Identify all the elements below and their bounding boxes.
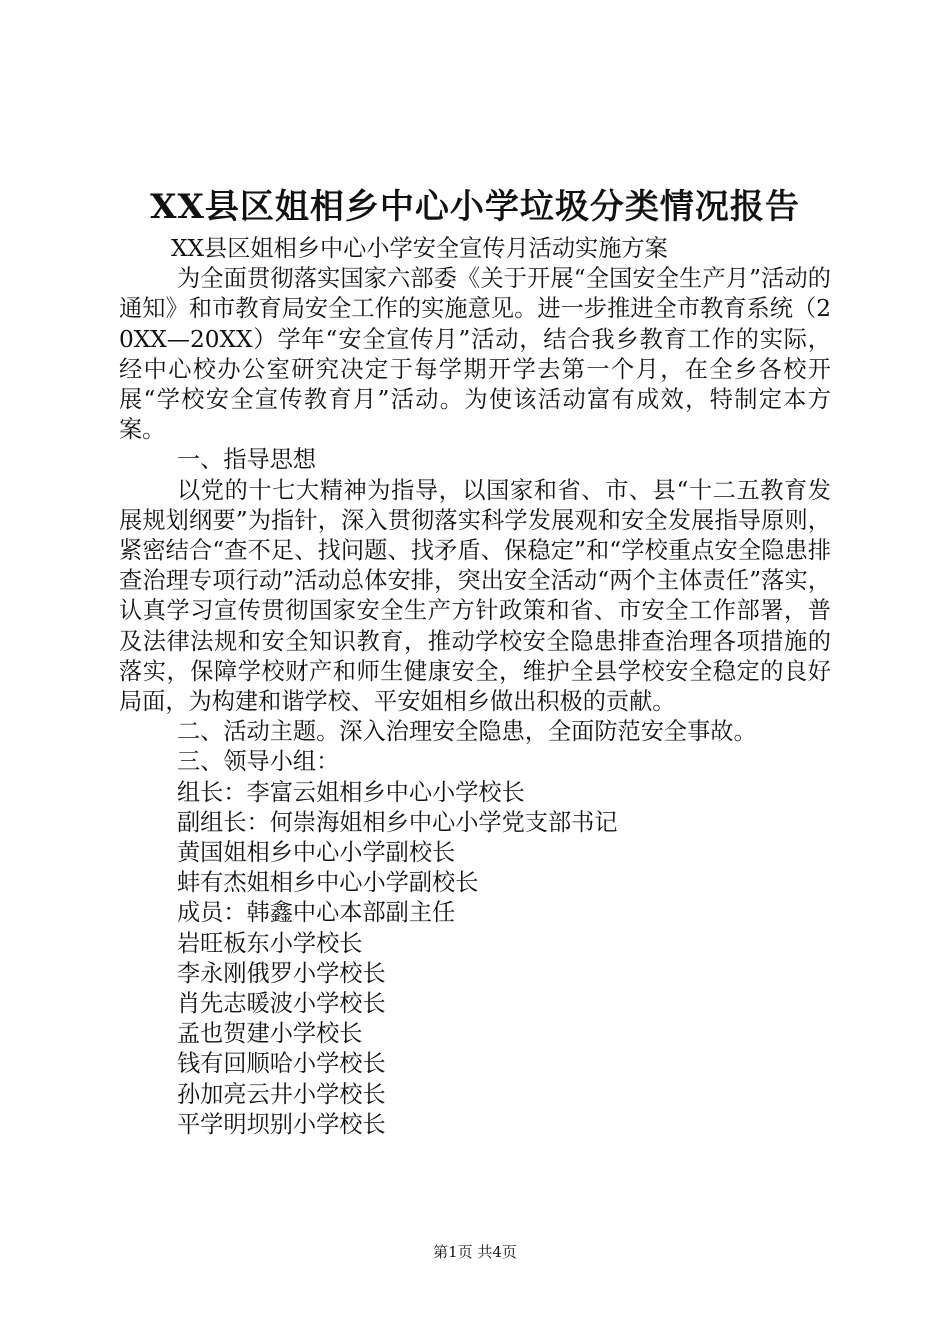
section-heading-leadership-group: 三、领导小组： [177,748,340,776]
page-number-footer: 第1页 共4页 [433,1243,517,1261]
guiding-ideology-paragraph: 以党的十七大精神为指导，以国家和省、市、县“十二五教育发展规划纲要”为指针，深入贯彻落实科学发展观和安全发展指导原则，紧密结合“查不足、找问题、找矛盾、保稳定”和“学校重点安全隐患排查治理专项行动”活动总体安排，突出安全活动“两个主体责任”落实，认真学习宣传贯彻国家安全生产方针政策和省、市安全工作部署，普及法律法规和安全知识教育，推动学校安全隐患排查治理各项措施的落实，保障学校财产和师生健康安全，维护全县学校安全稳定的良好局面，为构建和谐学校、平安姐相乡做出积极的贡献。 [119,476,831,716]
intro-paragraph: 为全面贯彻落实国家六部委《关于开展“全国安全生产月”活动的通知》和市教育局安全工作的实施意见。进一步推进全市教育系统（20XX—20XX）学年“安全宣传月”活动，结合我乡教育工作的实际，经中心校办公室研究决定于每学期开学去第一个月，在全乡各校开展“学校安全宣传教育月”活动。为使该活动富有成效，特制定本方案。 [119,265,831,444]
member-line: 黄国姐相乡中心小学副校长 [177,839,456,867]
member-line: 肖先志暖波小学校长 [177,990,386,1018]
member-line: 组长：李富云姐相乡中心小学校长 [177,778,525,806]
section-heading-guiding-ideology: 一、指导思想 [177,446,317,474]
member-line: 李永刚俄罗小学校长 [177,959,386,987]
document-body [119,234,831,1140]
member-line: 蚌有杰姐相乡中心小学副校长 [177,869,479,897]
member-line: 钱有回顺哈小学校长 [177,1050,386,1078]
member-line: 孟也贺建小学校长 [177,1020,363,1048]
member-line: 孙加亮云井小学校长 [177,1080,386,1108]
member-line: 副组长：何崇海姐相乡中心小学党支部书记 [177,808,618,836]
document-title: XX县区姐相乡中心小学垃圾分类情况报告 [150,187,800,227]
member-line: 成员：韩鑫中心本部副主任 [177,899,456,927]
member-line: 平学明坝别小学校长 [177,1110,386,1138]
document-subtitle: XX县区姐相乡中心小学安全宣传月活动实施方案 [171,235,668,262]
member-line: 岩旺板东小学校长 [177,929,363,957]
section-activity-theme: 二、活动主题。深入治理安全隐患，全面防范安全事故。 [177,718,757,746]
